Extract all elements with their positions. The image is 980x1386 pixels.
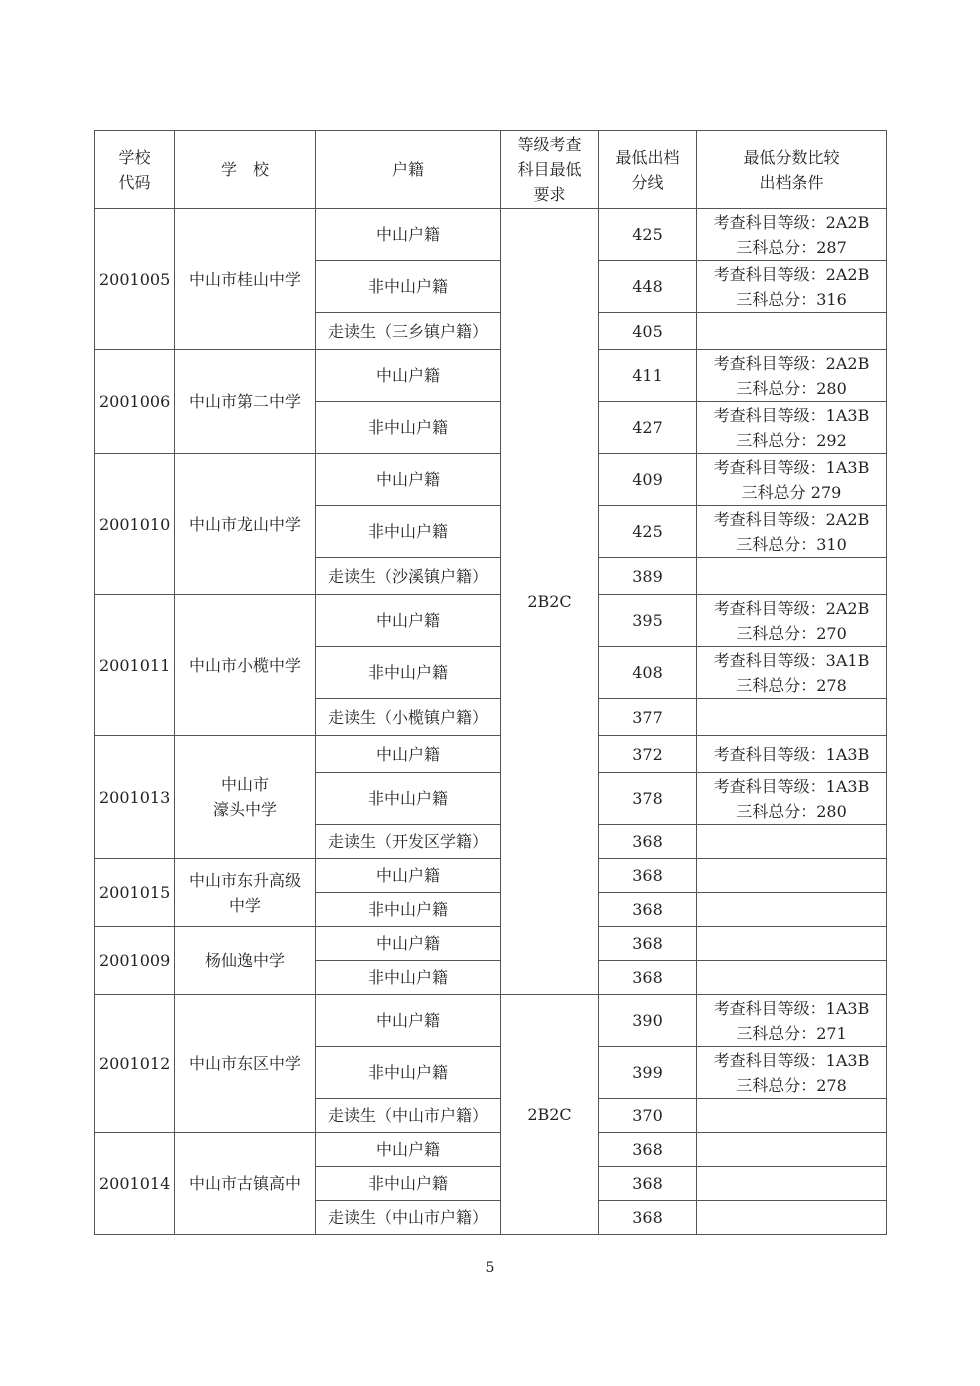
hukou-cell: 中山户籍: [316, 736, 501, 773]
min-score-cell: 368: [599, 1167, 697, 1201]
condition-cell: [697, 595, 887, 647]
condition-line: 考查科目等级：1A3B: [713, 998, 870, 1018]
header-school-code: 学校 代码: [95, 131, 175, 209]
grade-requirement-cell: 2B2C: [501, 209, 599, 995]
condition-line: 考查科目等级：2A2B: [713, 353, 870, 373]
condition-cell: [697, 736, 887, 773]
min-score-cell: 405: [599, 313, 697, 350]
condition-line: 考查科目等级：2A2B: [713, 598, 870, 618]
table-row: [95, 859, 887, 893]
condition-cell: [697, 454, 887, 506]
table-row: [95, 350, 887, 402]
school-name-cell: [175, 454, 316, 595]
table-row: [95, 927, 887, 961]
school-name-line: 濠头中学: [212, 800, 277, 819]
school-code-cell: 2001013: [95, 736, 175, 859]
condition-line: 考查科目等级：1A3B: [713, 776, 870, 796]
school-name-cell: [175, 1133, 316, 1235]
condition-cell: [697, 558, 887, 595]
school-name-cell: [175, 209, 316, 350]
min-score-cell: 427: [599, 402, 697, 454]
min-score-cell: 368: [599, 1201, 697, 1235]
condition-cell: [697, 1133, 887, 1167]
condition-cell: [697, 773, 887, 825]
condition-line: 三科总分：278: [736, 675, 847, 695]
min-score-cell: 425: [599, 506, 697, 558]
school-name-line: 中山市龙山中学: [188, 514, 301, 534]
table-header-row: [95, 131, 887, 209]
school-code-cell: 2001014: [95, 1133, 175, 1235]
condition-cell: [697, 699, 887, 736]
school-name-line: 杨仙逸中学: [204, 951, 285, 970]
min-score-cell: 390: [599, 995, 697, 1047]
school-name-line: 中山市小榄中学: [188, 655, 301, 675]
hukou-cell: 非中山户籍: [316, 647, 501, 699]
hukou-cell: 非中山户籍: [316, 261, 501, 313]
school-name-line: 中山市东升高级: [188, 870, 301, 890]
condition-line: 考查科目等级：1A3B: [713, 405, 870, 425]
hukou-cell: 非中山户籍: [316, 893, 501, 927]
hukou-cell: 走读生（沙溪镇户籍）: [316, 558, 501, 595]
header-school: 学 校: [175, 131, 316, 209]
min-score-cell: 368: [599, 893, 697, 927]
condition-line: 三科总分：310: [736, 534, 847, 554]
condition-line: 考查科目等级：2A2B: [713, 212, 870, 232]
condition-line: 三科总分：270: [736, 623, 847, 643]
hukou-cell: 非中山户籍: [316, 1047, 501, 1099]
condition-cell: [697, 1167, 887, 1201]
table-body: [95, 209, 887, 1235]
hukou-cell: 走读生（开发区学籍）: [316, 825, 501, 859]
school-name-line: 中山市古镇高中: [188, 1174, 301, 1193]
school-code-cell: 2001012: [95, 995, 175, 1133]
header-min-score: 最低出档 分线: [599, 131, 697, 209]
school-name-cell: [175, 859, 316, 927]
min-score-cell: 448: [599, 261, 697, 313]
condition-cell: [697, 647, 887, 699]
condition-line: 三科总分：292: [736, 430, 847, 450]
school-name-line: 中山市桂山中学: [188, 269, 301, 289]
school-name-cell: [175, 995, 316, 1133]
school-code-cell: 2001005: [95, 209, 175, 350]
condition-line: 三科总分：316: [736, 289, 847, 309]
min-score-cell: 409: [599, 454, 697, 506]
school-name-cell: [175, 350, 316, 454]
table-row: [95, 454, 887, 506]
table-row: [95, 995, 887, 1047]
min-score-cell: 425: [599, 209, 697, 261]
condition-cell: [697, 995, 887, 1047]
header-hukou: 户籍: [316, 131, 501, 209]
admission-score-table: [94, 130, 887, 1235]
hukou-cell: 走读生（小榄镇户籍）: [316, 699, 501, 736]
condition-cell: [697, 927, 887, 961]
min-score-cell: 377: [599, 699, 697, 736]
min-score-cell: 368: [599, 825, 697, 859]
school-name-cell: [175, 736, 316, 859]
condition-cell: [697, 350, 887, 402]
condition-cell: [697, 1099, 887, 1133]
condition-cell: [697, 209, 887, 261]
condition-line: 考查科目等级：2A2B: [713, 509, 870, 529]
hukou-cell: 非中山户籍: [316, 773, 501, 825]
table-row: [95, 595, 887, 647]
hukou-cell: 非中山户籍: [316, 506, 501, 558]
hukou-cell: 中山户籍: [316, 927, 501, 961]
condition-cell: [697, 313, 887, 350]
min-score-cell: 411: [599, 350, 697, 402]
condition-line: 考查科目等级：1A3B: [713, 457, 870, 477]
school-code-cell: 2001006: [95, 350, 175, 454]
condition-cell: [697, 402, 887, 454]
condition-line: 三科总分：280: [736, 378, 847, 398]
min-score-cell: 395: [599, 595, 697, 647]
hukou-cell: 走读生（三乡镇户籍）: [316, 313, 501, 350]
school-name-cell: [175, 927, 316, 995]
table-row: [95, 1133, 887, 1167]
condition-line: 三科总分：271: [736, 1023, 847, 1043]
school-name-line: 中山市第二中学: [188, 392, 301, 411]
school-code-cell: 2001015: [95, 859, 175, 927]
table-row: [95, 736, 887, 773]
school-name-line: 中学: [228, 895, 261, 915]
school-code-cell: 2001009: [95, 927, 175, 995]
condition-line: 考查科目等级：1A3B: [713, 744, 870, 764]
min-score-cell: 389: [599, 558, 697, 595]
header-condition: 最低分数比较 出档条件: [697, 131, 887, 209]
condition-line: 考查科目等级：3A1B: [713, 650, 870, 670]
school-code-cell: 2001010: [95, 454, 175, 595]
condition-cell: [697, 893, 887, 927]
min-score-cell: 378: [599, 773, 697, 825]
min-score-cell: 372: [599, 736, 697, 773]
condition-line: 三科总分：278: [736, 1075, 847, 1095]
hukou-cell: 中山户籍: [316, 595, 501, 647]
condition-cell: [697, 1201, 887, 1235]
school-name-cell: [175, 595, 316, 736]
condition-cell: [697, 859, 887, 893]
school-code-cell: 2001011: [95, 595, 175, 736]
school-name-line: 中山市东区中学: [188, 1054, 301, 1073]
hukou-cell: 中山户籍: [316, 454, 501, 506]
hukou-cell: 中山户籍: [316, 859, 501, 893]
min-score-cell: 368: [599, 1133, 697, 1167]
condition-line: 三科总分 279: [741, 482, 842, 502]
condition-cell: [697, 261, 887, 313]
hukou-cell: 非中山户籍: [316, 1167, 501, 1201]
condition-line: 考查科目等级：2A2B: [713, 264, 870, 284]
header-grade-requirement: 等级考查 科目最低 要求: [501, 131, 599, 209]
condition-cell: [697, 1047, 887, 1099]
table-row: [95, 209, 887, 261]
condition-line: 三科总分：287: [736, 237, 847, 257]
hukou-cell: 非中山户籍: [316, 961, 501, 995]
grade-requirement-cell: 2B2C: [501, 995, 599, 1235]
condition-cell: [697, 825, 887, 859]
condition-cell: [697, 961, 887, 995]
hukou-cell: 中山户籍: [316, 1133, 501, 1167]
min-score-cell: 399: [599, 1047, 697, 1099]
hukou-cell: 中山户籍: [316, 995, 501, 1047]
min-score-cell: 368: [599, 927, 697, 961]
hukou-cell: 走读生（中山市户籍）: [316, 1201, 501, 1235]
condition-line: 考查科目等级：1A3B: [713, 1050, 870, 1070]
min-score-cell: 368: [599, 961, 697, 995]
min-score-cell: 408: [599, 647, 697, 699]
hukou-cell: 中山户籍: [316, 209, 501, 261]
condition-cell: [697, 506, 887, 558]
hukou-cell: 非中山户籍: [316, 402, 501, 454]
min-score-cell: 370: [599, 1099, 697, 1133]
min-score-cell: 368: [599, 859, 697, 893]
condition-line: 三科总分：280: [736, 801, 847, 821]
school-name-line: 中山市: [220, 775, 269, 794]
hukou-cell: 中山户籍: [316, 350, 501, 402]
page-number: 5: [485, 1260, 495, 1276]
hukou-cell: 走读生（中山市户籍）: [316, 1099, 501, 1133]
